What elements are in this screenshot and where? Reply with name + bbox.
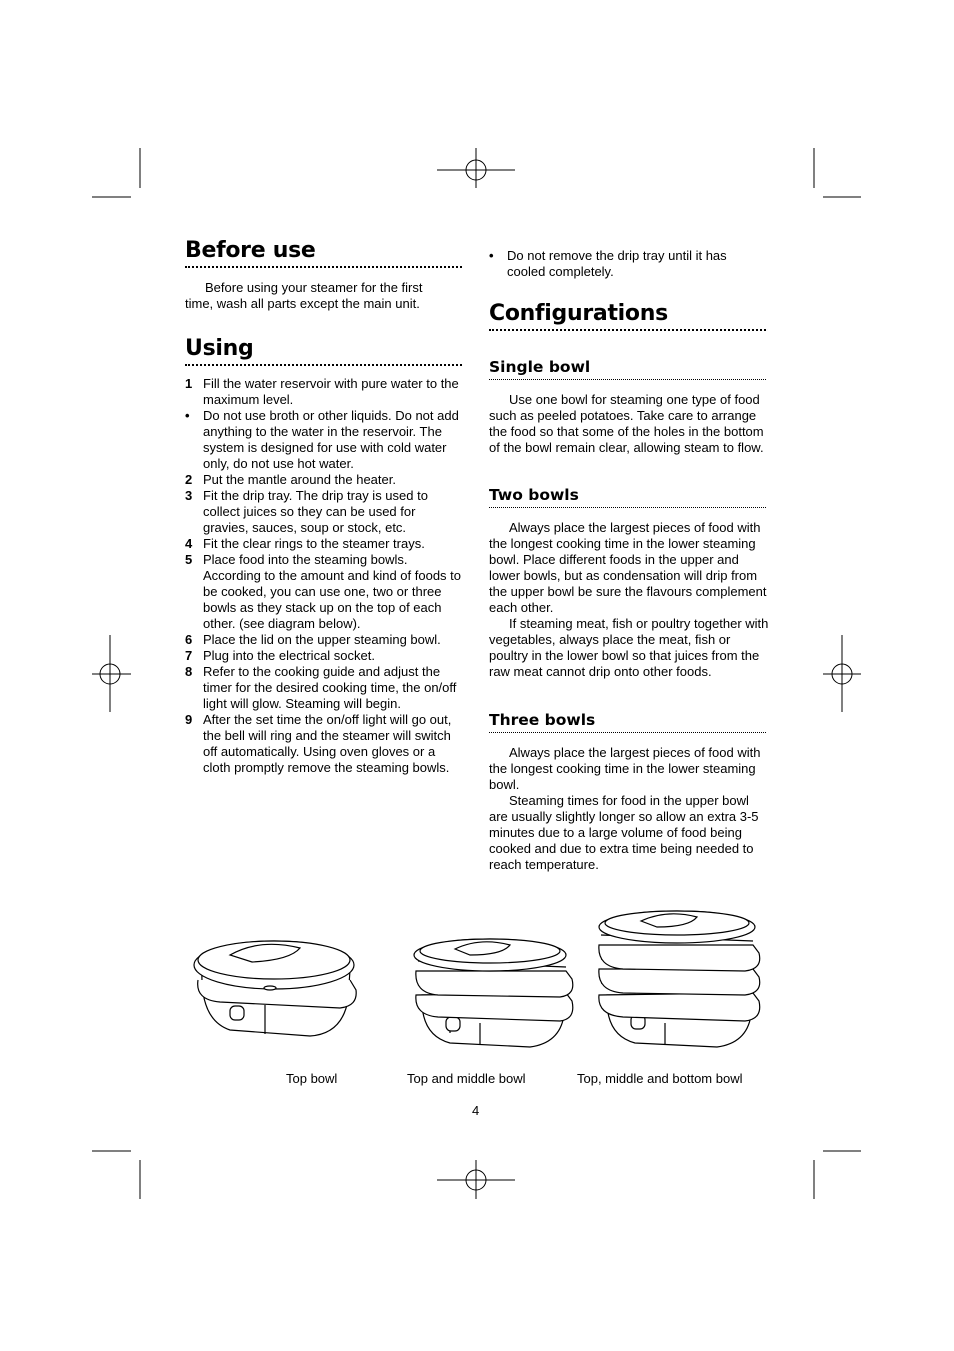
registration-mark-bottom	[437, 1160, 515, 1199]
subheading-dotted-rule	[489, 732, 766, 733]
list-item	[185, 488, 462, 536]
subheading-dotted-rule	[489, 379, 766, 380]
paragraph: Use one bowl for steaming one type of food such as peeled potatoes. Take care to arrange the food so that some of the holes in the bottom of the bowl remain clear, allowing steam to flow.	[489, 392, 764, 455]
list-marker: 3	[185, 488, 193, 503]
subheading-dotted-rule	[489, 507, 766, 508]
heading-dotted-rule	[185, 266, 462, 268]
two-bowls-text	[489, 520, 769, 680]
paragraph: Always place the largest pieces of food with the longest cooking time in the lower steaming bowl. Place different foods in the upper and lower bowls, but as condensation will drip from the upper bowl be sure the flavours complement each other.	[489, 520, 767, 615]
list-marker: •	[185, 408, 190, 423]
list-marker: 9	[185, 712, 193, 727]
list-text: Refer to the cooking guide and adjust the timer for the desired cooking time, the on/off light will glow. Steaming will begin.	[203, 664, 457, 711]
list-text: Fit the clear rings to the steamer trays.	[203, 536, 425, 551]
list-text: Fit the drip tray. The drip tray is used to collect juices so they can be used for gravies, sauces, soup or stock, etc.	[203, 488, 428, 535]
list-item	[185, 648, 462, 664]
three-bowls-text	[489, 745, 769, 873]
list-text: Fill the water reservoir with pure water to the maximum level.	[203, 376, 459, 407]
caption-top-and-middle-bowl: Top and middle bowl	[407, 1071, 526, 1086]
list-item: • Do not remove the drip tray until it has cooled completely.	[489, 248, 727, 279]
paragraph: Steaming times for food in the upper bowl are usually slightly longer so allow an extra 3-5 minutes due to a large volume of food being cooked and due to extra time being needed to reach temperature.	[489, 793, 759, 872]
registration-mark-left	[92, 635, 131, 712]
caption-top-bowl: Top bowl	[286, 1071, 338, 1086]
list-marker: 5	[185, 552, 193, 567]
list-text: Place food into the steaming bowls. According to the amount and kind of foods to be cooked, you can use one, two or three bowls as they stack up on the top of each other. (see diagram below).	[203, 552, 462, 631]
using-steps-list	[185, 376, 462, 776]
list-text: Plug into the electrical socket.	[203, 648, 375, 663]
list-item	[185, 408, 462, 472]
single-bowl-heading: Single bowl	[489, 358, 591, 376]
list-item	[185, 376, 462, 408]
list-marker: 4	[185, 536, 193, 551]
registration-mark-top	[437, 148, 515, 188]
before-use-heading: Before use	[185, 238, 316, 263]
steamer-three-bowls-illustration	[593, 905, 768, 1050]
page-number: 4	[472, 1103, 480, 1118]
list-marker: 2	[185, 472, 193, 487]
drip-tray-note	[489, 248, 759, 280]
list-item	[185, 472, 462, 488]
configurations-heading: Configurations	[489, 301, 668, 326]
list-item	[185, 536, 462, 552]
paragraph: If steaming meat, fish or poultry together with vegetables, always place the meat, fish or poultry in the lower bowl so that juices from the raw meat cannot drip onto other foods.	[489, 616, 769, 679]
steamer-one-bowl-illustration	[190, 930, 360, 1045]
list-item	[185, 712, 462, 776]
list-marker: 7	[185, 648, 193, 663]
list-text: Place the lid on the upper steaming bowl.	[203, 632, 441, 647]
list-item	[185, 632, 462, 648]
list-text: Do not use broth or other liquids. Do not add anything to the water in the reservoir. The system is designed for use with cold water only, do not use hot water.	[203, 408, 459, 471]
heading-dotted-rule	[185, 364, 462, 366]
using-heading: Using	[185, 336, 254, 361]
heading-dotted-rule	[489, 329, 766, 331]
registration-mark-right	[823, 635, 861, 712]
list-marker: 6	[185, 632, 193, 647]
list-item	[185, 552, 462, 632]
list-item	[185, 664, 462, 712]
two-bowls-heading: Two bowls	[489, 486, 579, 504]
caption-top-middle-bottom-bowl: Top, middle and bottom bowl	[577, 1071, 743, 1086]
list-marker: 1	[185, 376, 193, 391]
list-text: After the set time the on/off light will go out, the bell will ring and the steamer will switch off automatically. Using oven gloves or a cloth promptly remove the steaming bowls.	[203, 712, 452, 775]
list-text: Put the mantle around the heater.	[203, 472, 396, 487]
single-bowl-text	[489, 392, 769, 456]
steamer-two-bowls-illustration	[410, 935, 575, 1050]
three-bowls-heading: Three bowls	[489, 711, 596, 729]
paragraph: Always place the largest pieces of food with the longest cooking time in the lower steaming bowl.	[489, 745, 761, 792]
list-marker: 8	[185, 664, 193, 679]
before-use-text: Before using your steamer for the first time, wash all parts except the main unit.	[185, 280, 423, 311]
